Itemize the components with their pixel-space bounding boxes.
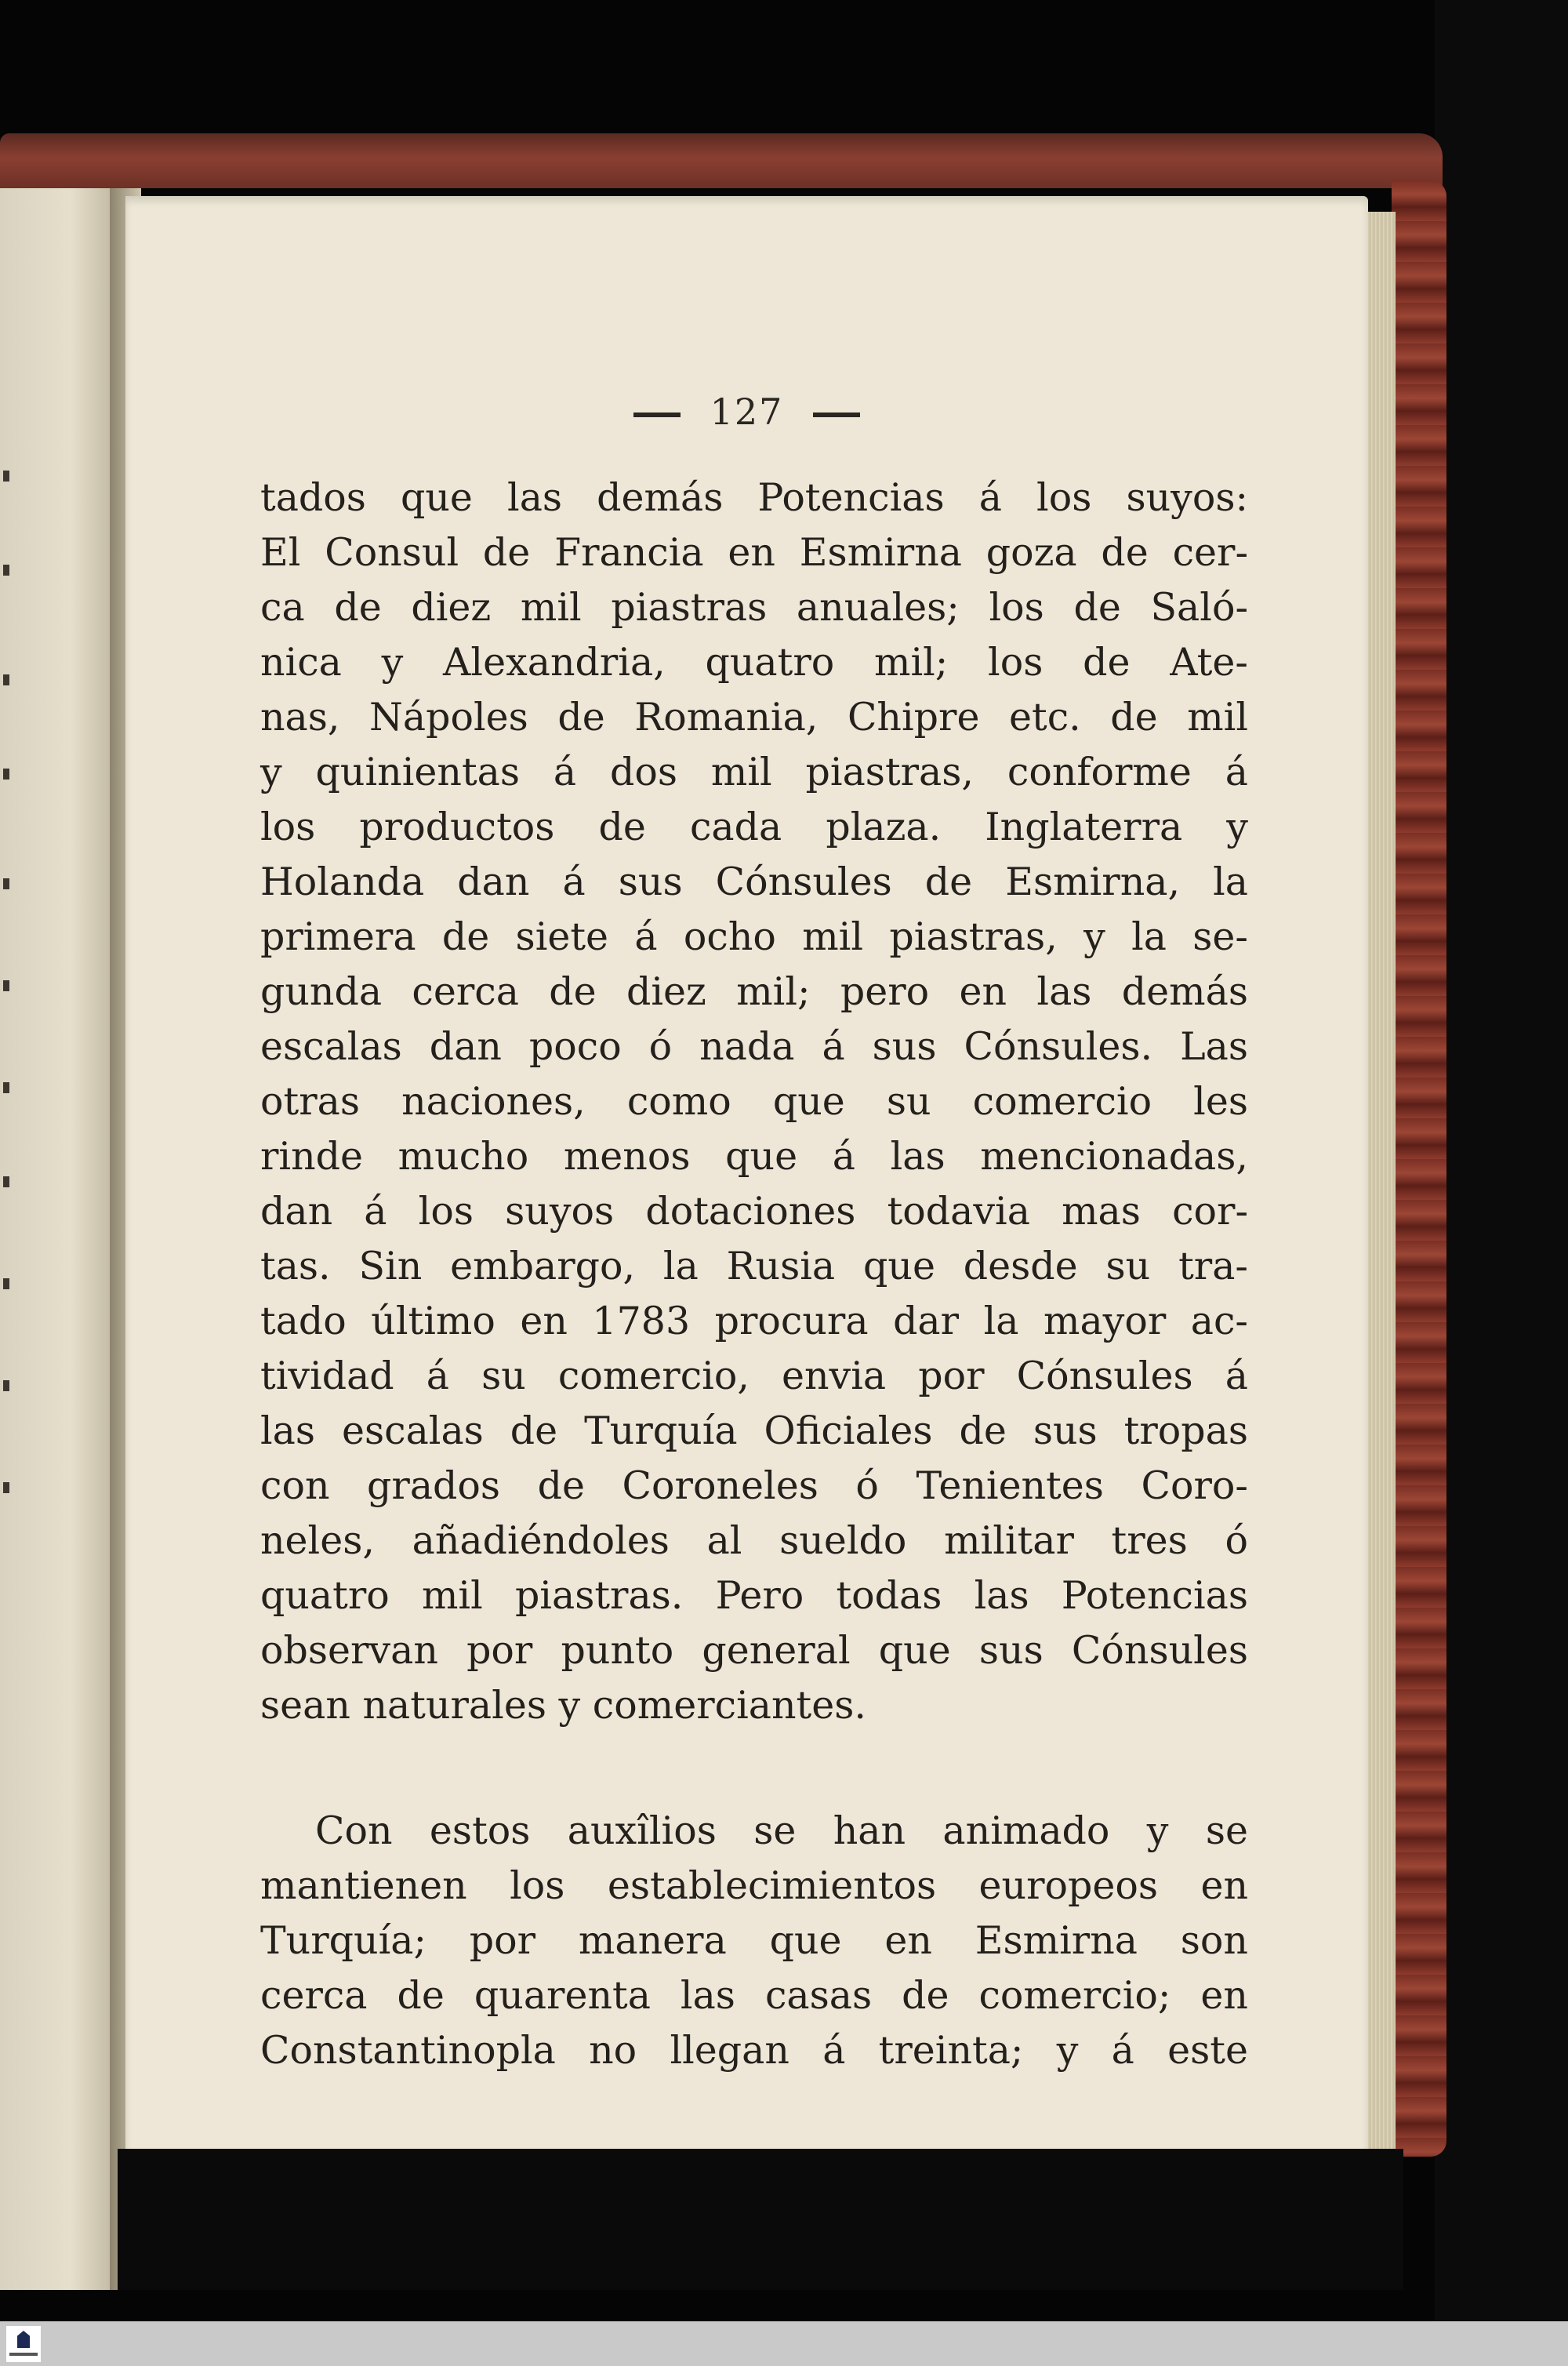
text-line: neles, añadiéndoles al sueldo militar tres ó: [260, 1518, 1248, 1563]
background-bottom: [118, 2149, 1403, 2290]
text-line: El Consul de Francia en Esmirna goza de cer-: [260, 530, 1248, 575]
text-line: escalas dan poco ó nada á sus Cónsules. Las: [260, 1024, 1248, 1069]
header-dash-right: [813, 413, 860, 417]
text-line: dan á los suyos dotaciones todavia mas cor-: [260, 1189, 1248, 1234]
text-line: con grados de Coroneles ó Tenientes Coro-: [260, 1463, 1248, 1508]
book-page: [125, 196, 1368, 2157]
text-line: los productos de cada plaza. Inglaterra y: [260, 805, 1248, 849]
book-cover-top: [0, 133, 1443, 188]
text-line: Constantinopla no llegan á treinta; y á este: [260, 2028, 1248, 2073]
text-line: ca de diez mil piastras anuales; los de Saló-: [260, 585, 1248, 630]
header-dash-left: [633, 413, 681, 417]
background-right: [1435, 0, 1568, 2321]
text-line: mantienen los establecimientos europeos en: [260, 1863, 1248, 1908]
library-logo-icon: [6, 2326, 41, 2362]
library-emblem-icon: [17, 2331, 30, 2348]
text-line: otras naciones, como que su comercio les: [260, 1079, 1248, 1124]
text-line: tas. Sin embargo, la Rusia que desde su tra-: [260, 1244, 1248, 1288]
text-line: y quinientas á dos mil piastras, conforme á: [260, 750, 1248, 794]
text-line: gunda cerca de diez mil; pero en las demás: [260, 969, 1248, 1014]
text-line: nica y Alexandria, quatro mil; los de Ate-: [260, 640, 1248, 685]
text-line: nas, Nápoles de Romania, Chipre etc. de mil: [260, 695, 1248, 740]
text-line: Turquía; por manera que en Esmirna son: [260, 1918, 1248, 1963]
facing-page-text-fragments: [0, 471, 16, 1568]
text-line: Holanda dan á sus Cónsules de Esmirna, la: [260, 860, 1248, 904]
text-line: las escalas de Turquía Oficiales de sus tropas: [260, 1408, 1248, 1453]
text-line: observan por punto general que sus Cónsules: [260, 1628, 1248, 1673]
page-number: 127: [710, 391, 784, 433]
text-line: tados que las demás Potencias á los suyos:: [260, 475, 1248, 520]
text-line: Con estos auxîlios se han animado y se: [315, 1808, 1248, 1853]
text-line: rinde mucho menos que á las mencionadas,: [260, 1134, 1248, 1179]
text-line: tado último en 1783 procura dar la mayor ac-: [260, 1299, 1248, 1343]
page-header: [125, 391, 1368, 433]
text-line: tividad á su comercio, envia por Cónsules á: [260, 1354, 1248, 1398]
text-line: primera de siete á ocho mil piastras, y la se-: [260, 914, 1248, 959]
scanner-footer-bar: [0, 2321, 1568, 2366]
text-line: quatro mil piastras. Pero todas las Potencias: [260, 1573, 1248, 1618]
text-line: sean naturales y comerciantes.: [260, 1683, 866, 1728]
library-logo-caption: [9, 2353, 38, 2356]
text-line: cerca de quarenta las casas de comercio; en: [260, 1973, 1248, 2018]
facing-page-edge: [0, 188, 118, 2290]
book-cover-right: [1392, 180, 1446, 2157]
